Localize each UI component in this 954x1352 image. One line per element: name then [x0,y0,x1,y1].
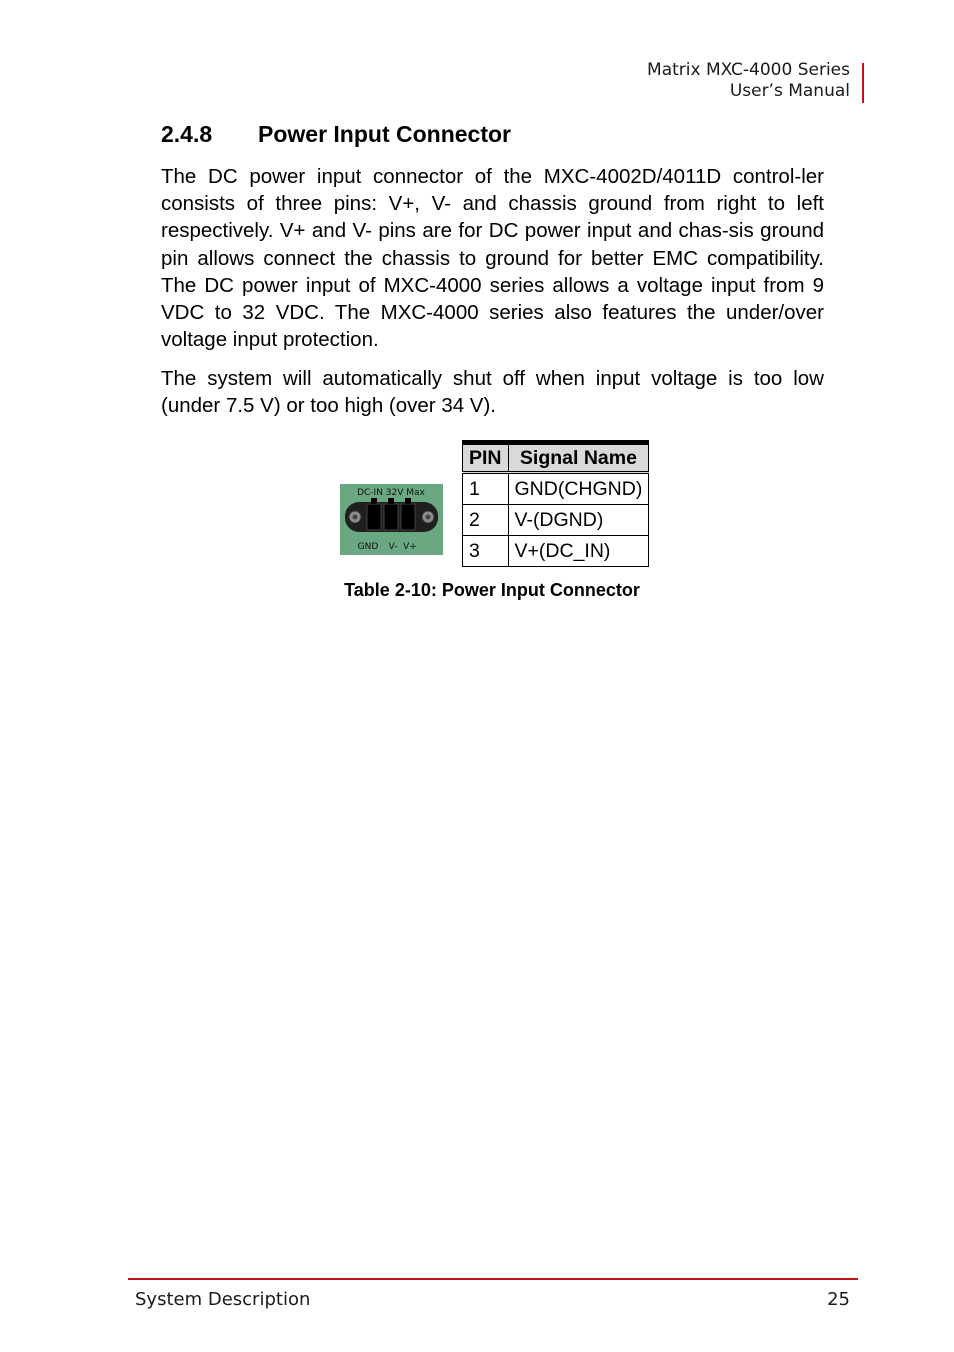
screw-left-center [353,515,358,520]
pin-label-vplus: V+ [403,542,417,552]
section-number: 2.4.8 [161,121,213,147]
table-cell-pin: 1 [463,473,509,505]
pin-socket-1 [367,504,381,530]
running-header [647,60,858,102]
footer-page-number: 25 [827,1289,850,1310]
footer-divider [128,1278,858,1280]
section-heading [161,121,511,148]
body-paragraph-1: The DC power input connector of the MXC-4002D/4011D control-ler consists of three pins: V+, V- and chassis ground from right to left respectively. V+ and V- pins are for DC power input and chas-sis ground pin allows connect the chassis to ground for better EMC compatibility. The DC power input of MXC-4000 series allows a voltage input from 9 VDC to 32 VDC. The MXC-4000 series also features the under/over voltage input protection. [161,165,824,352]
table-header-signal: Signal Name [508,443,649,473]
table-caption: Table 2-10: Power Input Connector [344,580,640,600]
power-connector-image [340,484,443,555]
screw-right-center [426,515,431,520]
pin-tab-2 [388,498,394,504]
table-cell-signal: V+(DC_IN) [508,536,649,567]
table-cell-signal: V-(DGND) [508,505,649,536]
pin-tab-3 [405,498,411,504]
body-paragraph-2: The system will automatically shut off when input voltage is too low (under 7.5 V) or too high (over 34 V). [161,367,824,418]
table-cell-pin: 2 [463,505,509,536]
table-cell-pin: 3 [463,536,509,567]
pin-socket-3 [401,504,415,530]
pin-socket-2 [384,504,398,530]
table-header-row [463,443,649,473]
header-accent-bar [862,63,864,103]
table-row [463,473,649,505]
pin-label-vminus: V- [388,542,398,552]
table-header-pin: PIN [463,443,509,473]
table-row [463,536,649,567]
section-title: Power Input Connector [258,121,511,147]
table-row [463,505,649,536]
connector-top-label: DC-IN 32V Max [357,488,425,498]
pin-table [462,440,649,567]
table-cell-signal: GND(CHGND) [508,473,649,505]
pin-tab-1 [371,498,377,504]
footer-section-name: System Description [135,1289,311,1310]
header-product: Matrix MXC-4000 Series [647,60,850,80]
pin-label-gnd: GND [357,542,379,552]
header-manual: User’s Manual [729,81,850,101]
